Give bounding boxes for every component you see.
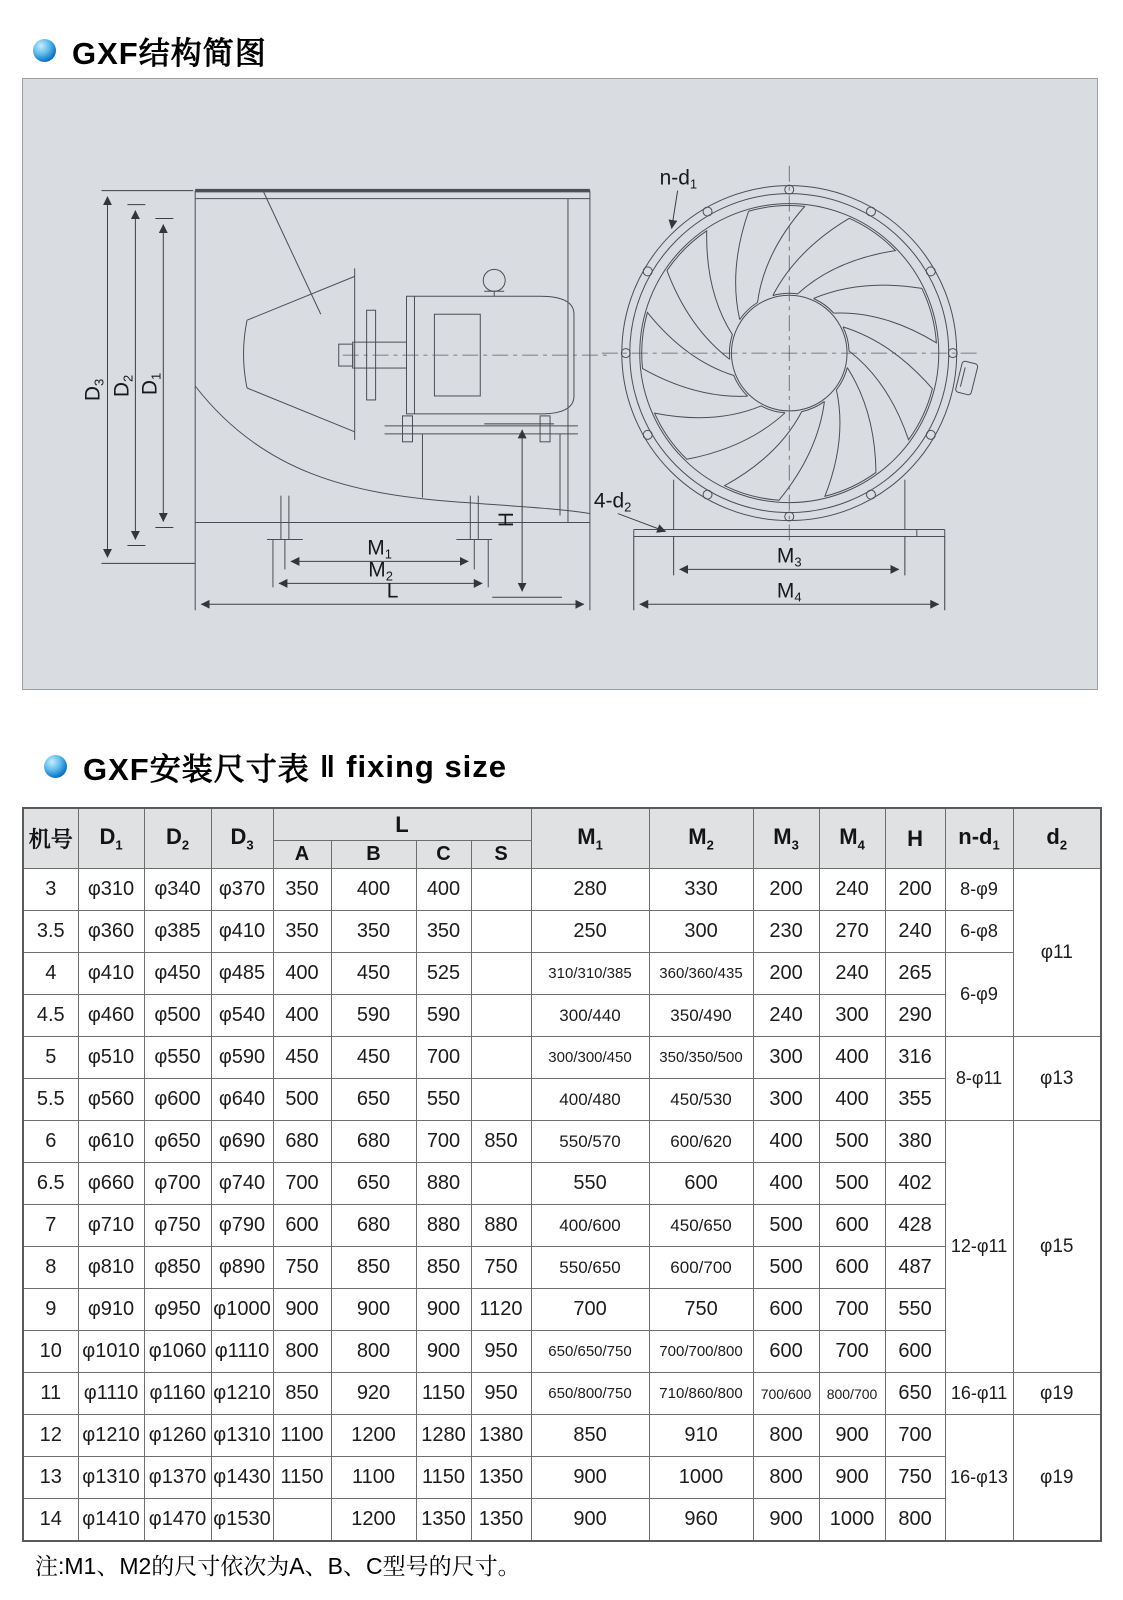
col-header-l-c: C [416, 841, 471, 869]
table-cell: 400 [331, 869, 416, 911]
table-cell-nd1: 12-φ11 [945, 1121, 1013, 1373]
table-cell: 402 [885, 1163, 945, 1205]
table-cell: φ790 [211, 1205, 273, 1247]
table-cell: 850 [471, 1121, 531, 1163]
table-cell: φ1310 [211, 1415, 273, 1457]
table-cell-nd1: 6-φ9 [945, 953, 1013, 1037]
table-cell: 600 [753, 1331, 819, 1373]
table-row [23, 1163, 1101, 1205]
table-cell-d2: φ11 [1013, 869, 1101, 1037]
table-cell: 750 [273, 1247, 331, 1289]
table-cell: 880 [416, 1205, 471, 1247]
table-cell: 500 [753, 1247, 819, 1289]
table-cell: 300 [753, 1037, 819, 1079]
col-header-m2: $M_2$ [649, 808, 753, 869]
table-cell: 900 [416, 1331, 471, 1373]
table-cell: φ410 [211, 911, 273, 953]
table-cell: 450 [331, 953, 416, 995]
table-cell: 550/650 [531, 1247, 649, 1289]
table-cell: 1120 [471, 1289, 531, 1331]
flange-bolt-hole [643, 430, 652, 439]
table-row [23, 1415, 1101, 1457]
table-cell-nd1: 6-φ8 [945, 911, 1013, 953]
table-cell: 400 [416, 869, 471, 911]
table-cell: 1280 [416, 1415, 471, 1457]
table-row [23, 911, 1101, 953]
table-cell: 240 [753, 995, 819, 1037]
table-cell: 400 [273, 995, 331, 1037]
table-cell: φ690 [211, 1121, 273, 1163]
side-view-dimensions [82, 191, 584, 605]
table-row [23, 1499, 1101, 1542]
table-row [23, 1331, 1101, 1373]
table-cell: 590 [416, 995, 471, 1037]
table-cell: 350 [273, 911, 331, 953]
table-cell: 525 [416, 953, 471, 995]
table-cell: 355 [885, 1079, 945, 1121]
table-cell: 250 [531, 911, 649, 953]
table-cell: φ510 [78, 1037, 144, 1079]
title-separator: ‖ [319, 748, 337, 784]
table-cell: 1000 [649, 1457, 753, 1499]
table-cell: 800 [753, 1415, 819, 1457]
structure-diagram-panel [22, 78, 1098, 690]
section-title-text: GXF结构简图 [72, 36, 267, 71]
col-header-m1: $M_1$ [531, 808, 649, 869]
table-cell: 600 [819, 1247, 885, 1289]
table-cell: 680 [331, 1121, 416, 1163]
table-cell: 500 [819, 1121, 885, 1163]
table-row [23, 1289, 1101, 1331]
table-cell: 700/700/800 [649, 1331, 753, 1373]
table-cell: 650/800/750 [531, 1373, 649, 1415]
table-cell: φ460 [78, 995, 144, 1037]
table-cell: 700 [273, 1163, 331, 1205]
table-row [23, 1121, 1101, 1163]
table-row [23, 1079, 1101, 1121]
table-cell: 11 [23, 1373, 78, 1415]
table-cell: 900 [819, 1457, 885, 1499]
table-row [23, 953, 1101, 995]
table-cell: 700 [819, 1289, 885, 1331]
side-view-drawing [82, 191, 608, 611]
table-cell: 900 [416, 1289, 471, 1331]
table-cell: 8 [23, 1247, 78, 1289]
table-cell: 550 [885, 1289, 945, 1331]
table-cell: φ1310 [78, 1457, 144, 1499]
flange-bolt-hole [703, 207, 712, 216]
table-cell: 850 [416, 1247, 471, 1289]
table-cell: φ550 [144, 1037, 211, 1079]
fixing-size-table [22, 807, 1102, 1542]
table-cell: 600/700 [649, 1247, 753, 1289]
dim-label-nd1: n-d1 [659, 166, 698, 192]
flange-bolt-hole [926, 430, 935, 439]
table-cell: 9 [23, 1289, 78, 1331]
table-cell: 1350 [471, 1457, 531, 1499]
table-cell: 600 [753, 1289, 819, 1331]
table-cell: 910 [649, 1415, 753, 1457]
table-cell: 800 [885, 1499, 945, 1542]
col-header-h: H [885, 808, 945, 869]
table-cell: 500 [819, 1163, 885, 1205]
bullet-icon [44, 755, 67, 778]
table-cell: 450/530 [649, 1079, 753, 1121]
dim-label-m4: M4 [776, 579, 802, 605]
table-cell: 265 [885, 953, 945, 995]
table-cell-d2: φ19 [1013, 1415, 1101, 1542]
table-cell: 680 [273, 1121, 331, 1163]
col-header-l-a: A [273, 841, 331, 869]
table-cell: φ1470 [144, 1499, 211, 1542]
table-cell: 350/490 [649, 995, 753, 1037]
table-cell: 200 [885, 869, 945, 911]
flange-bolt-hole [867, 207, 876, 216]
table-cell: 650 [331, 1079, 416, 1121]
table-cell: 300 [753, 1079, 819, 1121]
table-cell: 450 [273, 1037, 331, 1079]
table-cell: 850 [531, 1415, 649, 1457]
fan-blade [667, 231, 732, 360]
col-header-l-group: L [273, 808, 531, 841]
table-cell: 5.5 [23, 1079, 78, 1121]
table-cell: φ650 [144, 1121, 211, 1163]
table-cell-nd1: 16-φ13 [945, 1415, 1013, 1542]
table-cell: 360/360/435 [649, 953, 753, 995]
table-cell [471, 1079, 531, 1121]
table-cell: φ1410 [78, 1499, 144, 1542]
table-cell: 1000 [819, 1499, 885, 1542]
table-cell: φ1010 [78, 1331, 144, 1373]
table-cell: φ540 [211, 995, 273, 1037]
front-view-dimensions [594, 167, 945, 611]
table-cell: 650/650/750 [531, 1331, 649, 1373]
table-cell: φ810 [78, 1247, 144, 1289]
table-cell: 300 [819, 995, 885, 1037]
table-cell: 1150 [416, 1457, 471, 1499]
dim-label-d1: D1 [138, 372, 164, 396]
table-cell: 310/310/385 [531, 953, 649, 995]
dim-label-m2: M2 [368, 558, 393, 584]
section-title-structure [33, 28, 267, 73]
table-row [23, 1373, 1101, 1415]
table-cell: φ600 [144, 1079, 211, 1121]
flange-bolt-hole [643, 267, 652, 276]
fan-blade [736, 206, 805, 320]
table-cell: 200 [753, 953, 819, 995]
table-cell: 950 [471, 1373, 531, 1415]
table-cell: 600 [649, 1163, 753, 1205]
dim-label-d2: D2 [110, 374, 136, 398]
table-cell: 300/300/450 [531, 1037, 649, 1079]
table-cell: φ450 [144, 953, 211, 995]
table-cell: 1200 [331, 1499, 416, 1542]
table-cell: φ385 [144, 911, 211, 953]
table-cell: 12 [23, 1415, 78, 1457]
table-cell: φ1000 [211, 1289, 273, 1331]
table-cell: 1150 [273, 1457, 331, 1499]
table-cell: 550 [416, 1079, 471, 1121]
table-cell: 350/350/500 [649, 1037, 753, 1079]
front-view-drawing [594, 166, 978, 611]
table-cell: 3.5 [23, 911, 78, 953]
table-cell-nd1: 8-φ9 [945, 869, 1013, 911]
table-cell: 400 [753, 1121, 819, 1163]
table-cell: 400 [273, 953, 331, 995]
col-header-d2: $d_2$ [1013, 808, 1101, 869]
table-cell: 700 [885, 1415, 945, 1457]
table-cell: 200 [753, 869, 819, 911]
table-cell: 230 [753, 911, 819, 953]
table-cell-d2: φ13 [1013, 1037, 1101, 1121]
fan-blade [825, 368, 876, 497]
table-cell: 400/600 [531, 1205, 649, 1247]
table-cell: φ590 [211, 1037, 273, 1079]
table-cell: 700 [416, 1121, 471, 1163]
table-cell: 300 [649, 911, 753, 953]
table-cell: 330 [649, 869, 753, 911]
table-cell: φ610 [78, 1121, 144, 1163]
col-header-nd1: $n-d_1$ [945, 808, 1013, 869]
table-cell: 800/700 [819, 1373, 885, 1415]
col-header-m4: $M_4$ [819, 808, 885, 869]
table-cell [273, 1499, 331, 1542]
table-cell: 450 [331, 1037, 416, 1079]
table-cell: 750 [649, 1289, 753, 1331]
table-cell-nd1: 8-φ11 [945, 1037, 1013, 1121]
table-cell: φ1060 [144, 1331, 211, 1373]
section-title-fixing-size [44, 744, 507, 789]
table-cell: 900 [753, 1499, 819, 1542]
table-cell: φ660 [78, 1163, 144, 1205]
table-cell: 700/600 [753, 1373, 819, 1415]
table-cell: 500 [273, 1079, 331, 1121]
table-cell: 1100 [273, 1415, 331, 1457]
col-header-l-b: B [331, 841, 416, 869]
table-cell [471, 911, 531, 953]
table-cell: 240 [819, 869, 885, 911]
table-cell: 4.5 [23, 995, 78, 1037]
dim-label-l: L [386, 579, 399, 603]
table-cell: 350 [331, 911, 416, 953]
table-cell: 650 [331, 1163, 416, 1205]
table-cell: φ1110 [78, 1373, 144, 1415]
table-cell: 800 [273, 1331, 331, 1373]
table-cell: φ1260 [144, 1415, 211, 1457]
table-cell: 960 [649, 1499, 753, 1542]
table-cell: φ1210 [78, 1415, 144, 1457]
dim-label-h: H [495, 512, 519, 528]
table-row [23, 869, 1101, 911]
table-cell-nd1: 16-φ11 [945, 1373, 1013, 1415]
flange-bolt-hole [703, 490, 712, 499]
table-cell [471, 953, 531, 995]
table-cell: 600/620 [649, 1121, 753, 1163]
table-cell: φ360 [78, 911, 144, 953]
table-cell: 850 [273, 1373, 331, 1415]
section-title-text-en: fixing size [346, 748, 508, 784]
table-cell: 487 [885, 1247, 945, 1289]
fan-blade [725, 401, 825, 500]
col-header-machine-no: 机号 [23, 808, 78, 869]
table-row [23, 1205, 1101, 1247]
table-cell: φ1210 [211, 1373, 273, 1415]
dim-label-m1: M1 [367, 536, 392, 562]
fan-blade [773, 218, 896, 295]
table-cell [471, 995, 531, 1037]
table-cell: 400 [753, 1163, 819, 1205]
table-cell: 700 [531, 1289, 649, 1331]
table-cell: 950 [471, 1331, 531, 1373]
table-cell: φ700 [144, 1163, 211, 1205]
table-footnote: 注:M1、M2的尺寸依次为A、B、C型号的尺寸。 [35, 1553, 521, 1579]
table-cell: 290 [885, 995, 945, 1037]
table-cell: φ370 [211, 869, 273, 911]
dim-label-m3: M3 [776, 544, 802, 570]
table-cell: φ640 [211, 1079, 273, 1121]
table-cell: 1350 [416, 1499, 471, 1542]
flange-bolt-hole [926, 267, 935, 276]
table-cell: 316 [885, 1037, 945, 1079]
table-cell: 428 [885, 1205, 945, 1247]
table-cell: 800 [331, 1331, 416, 1373]
table-cell: 650 [885, 1373, 945, 1415]
table-cell: 600 [819, 1205, 885, 1247]
table-cell: 700 [416, 1037, 471, 1079]
table-cell: 240 [819, 953, 885, 995]
table-cell: φ750 [144, 1205, 211, 1247]
table-cell: φ1160 [144, 1373, 211, 1415]
table-cell: 240 [885, 911, 945, 953]
fan-blade [654, 406, 785, 459]
table-cell: 680 [331, 1205, 416, 1247]
table-cell [471, 869, 531, 911]
table-cell: 400 [819, 1037, 885, 1079]
table-cell: 350 [416, 911, 471, 953]
table-row [23, 1037, 1101, 1079]
table-cell: φ1530 [211, 1499, 273, 1542]
dim-label-d3: D3 [81, 378, 107, 402]
table-cell: 450/650 [649, 1205, 753, 1247]
table-cell [471, 1163, 531, 1205]
table-cell: 4 [23, 953, 78, 995]
table-cell: 900 [531, 1457, 649, 1499]
table-cell: 14 [23, 1499, 78, 1542]
col-header-d1: $D_1$ [78, 808, 144, 869]
table-cell: 280 [531, 869, 649, 911]
table-cell: 5 [23, 1037, 78, 1079]
table-cell: 380 [885, 1121, 945, 1163]
col-header-d2: $D_2$ [144, 808, 211, 869]
table-cell: 13 [23, 1457, 78, 1499]
table-cell: 700 [819, 1331, 885, 1373]
col-header-l-s: S [471, 841, 531, 869]
table-cell: φ910 [78, 1289, 144, 1331]
table-cell: 500 [753, 1205, 819, 1247]
table-cell: φ560 [78, 1079, 144, 1121]
table-cell: 3 [23, 869, 78, 911]
table-cell: 550 [531, 1163, 649, 1205]
table-cell: φ485 [211, 953, 273, 995]
table-cell: 550/570 [531, 1121, 649, 1163]
table-cell: 710/860/800 [649, 1373, 753, 1415]
table-cell: φ890 [211, 1247, 273, 1289]
table-cell: 750 [471, 1247, 531, 1289]
table-cell: 6.5 [23, 1163, 78, 1205]
table-cell: 850 [331, 1247, 416, 1289]
table-cell [471, 1037, 531, 1079]
table-cell: φ1370 [144, 1457, 211, 1499]
table-cell: φ740 [211, 1163, 273, 1205]
table-cell: 600 [273, 1205, 331, 1247]
table-cell: 400 [819, 1079, 885, 1121]
table-cell: φ340 [144, 869, 211, 911]
table-cell: 6 [23, 1121, 78, 1163]
table-cell: 600 [885, 1331, 945, 1373]
table-cell: 900 [531, 1499, 649, 1542]
col-header-d3: $D_3$ [211, 808, 273, 869]
table-cell: 800 [753, 1457, 819, 1499]
flange-bolt-hole [867, 490, 876, 499]
table-cell: φ1110 [211, 1331, 273, 1373]
table-cell: φ710 [78, 1205, 144, 1247]
table-cell-d2: φ15 [1013, 1121, 1101, 1373]
table-cell: 300/440 [531, 995, 649, 1037]
table-row [23, 995, 1101, 1037]
structure-diagram-svg [23, 79, 1099, 691]
table-cell: φ310 [78, 869, 144, 911]
table-cell: 1380 [471, 1415, 531, 1457]
table-cell: 1100 [331, 1457, 416, 1499]
table-cell: 1350 [471, 1499, 531, 1542]
table-cell: 10 [23, 1331, 78, 1373]
table-cell: 1200 [331, 1415, 416, 1457]
table-cell: 400/480 [531, 1079, 649, 1121]
table-cell: φ500 [144, 995, 211, 1037]
table-cell: φ1430 [211, 1457, 273, 1499]
table-row [23, 1457, 1101, 1499]
table-cell: 270 [819, 911, 885, 953]
table-cell: 900 [819, 1415, 885, 1457]
dim-label-4d2: 4-d2 [593, 489, 632, 515]
table-cell-d2: φ19 [1013, 1373, 1101, 1415]
section-title-text-zh: GXF安装尺寸表 [83, 752, 310, 787]
table-cell: 880 [416, 1163, 471, 1205]
table-cell: φ850 [144, 1247, 211, 1289]
table-cell: 590 [331, 995, 416, 1037]
table-cell: 900 [331, 1289, 416, 1331]
table-row [23, 1247, 1101, 1289]
table-cell: 750 [885, 1457, 945, 1499]
table-cell: 900 [273, 1289, 331, 1331]
col-header-m3: $M_3$ [753, 808, 819, 869]
table-cell: 7 [23, 1205, 78, 1247]
table-cell: 880 [471, 1205, 531, 1247]
table-cell: φ950 [144, 1289, 211, 1331]
bullet-icon [33, 39, 56, 62]
table-cell: 920 [331, 1373, 416, 1415]
table-cell: φ410 [78, 953, 144, 995]
table-cell: 1150 [416, 1373, 471, 1415]
table-cell: 350 [273, 869, 331, 911]
